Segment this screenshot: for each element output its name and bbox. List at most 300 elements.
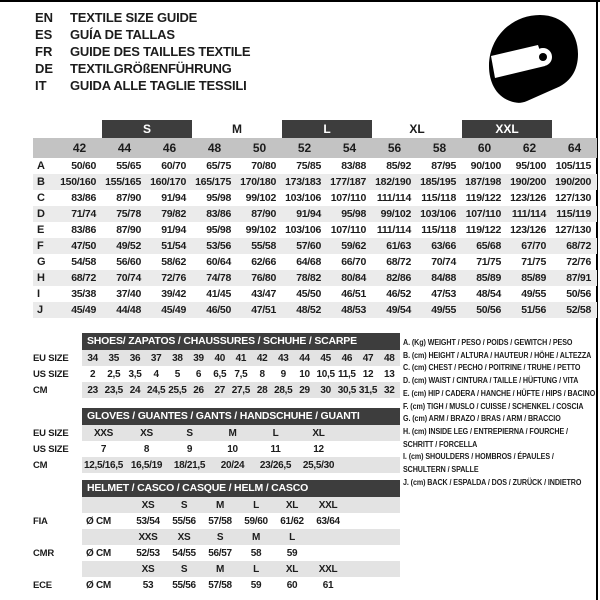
measurement-value: 83/86 [192, 206, 237, 222]
measurement-value: 70/74 [431, 256, 456, 268]
numeric-size-label: 54 [327, 138, 372, 158]
measurement-value: 103/106 [285, 224, 321, 236]
cell-value: 55/56 [172, 515, 196, 527]
measurement-row-label: C [37, 192, 45, 204]
language-row [35, 77, 250, 94]
row-label: ECE [33, 579, 52, 591]
measurement-value: 60/64 [206, 256, 231, 268]
racing-helmet-icon [482, 6, 582, 106]
measurement-row-label: A [37, 160, 45, 172]
table-row [33, 457, 400, 473]
row-cells [82, 545, 400, 561]
spacer-cell [33, 120, 57, 138]
cell-value: XL [312, 427, 325, 439]
measurement-value: 50/60 [71, 160, 96, 172]
cell-value: 32 [383, 384, 395, 396]
legend-item: E. (cm) HIP / CADERA / HANCHE / HÜFTE / HIPS / BACINO [403, 387, 596, 398]
cell-value: 24,5 [147, 384, 166, 396]
cell-value: 2 [89, 368, 96, 380]
measurement-value: 160/170 [147, 174, 192, 190]
measurement-value: 85/89 [507, 270, 552, 286]
unit-label: Ø CM [86, 547, 111, 559]
language-code: FR [35, 44, 53, 59]
legend-item: A. (Kg) WEIGHT / PESO / POIDS / GEWITCH / PESO [403, 337, 573, 347]
measurement-value: 87/90 [237, 206, 282, 222]
cell-value: 42 [256, 352, 268, 364]
numeric-size-label: 44 [102, 138, 147, 158]
numeric-size-label: 64 [552, 138, 597, 158]
measurement-value: 48/54 [476, 288, 501, 300]
measurement-value: 47/51 [237, 302, 282, 318]
spacer-cell [33, 138, 57, 158]
measurement-value: 71/75 [476, 256, 501, 268]
language-code: EN [35, 10, 54, 25]
measurement-value: 50/56 [566, 288, 591, 300]
cell-value: 2,5 [107, 368, 121, 380]
unit-label: Ø CM [86, 515, 111, 527]
gloves-title-bar: GLOVES / GUANTES / GANTS / HANDSCHUHE / GUANTI [82, 408, 400, 425]
cell-value: 53/54 [136, 515, 160, 527]
cell-value: 60 [286, 579, 298, 591]
legend-item: F. (cm) TIGH / MUSLO / CUISSE / SCHENKEL / COSCIA [403, 400, 584, 411]
measurement-value: 66/70 [341, 256, 366, 268]
cell-value: 31,5 [358, 384, 378, 396]
measurement-value: 75/85 [296, 160, 321, 172]
measurement-value: 107/110 [462, 206, 507, 222]
size-group-label: M [232, 122, 242, 136]
measurement-value: 111/114 [376, 192, 411, 204]
measurement-value: 173/183 [282, 174, 327, 190]
measurement-value: 43/47 [251, 288, 276, 300]
language-code: ES [35, 27, 53, 42]
measurement-row [33, 190, 597, 206]
measurement-row-label: D [33, 206, 57, 222]
cell-value: XS [140, 427, 153, 439]
row-cells [82, 457, 400, 473]
measurement-value: 91/94 [161, 192, 186, 204]
cell-value: 10,5 [316, 368, 335, 380]
cell-value: XXS [138, 531, 158, 543]
measurement-value: 80/84 [327, 270, 372, 286]
cell-value: 27,5 [231, 384, 251, 396]
cell-value: 13 [383, 368, 395, 380]
legend-item: H. (cm) INSIDE LEG / ENTREPIERNA / FOURCHE / SCHRITT / FORCELLA [403, 425, 568, 449]
measurement-value: 107/110 [330, 192, 366, 204]
measurement-value: 70/80 [251, 160, 276, 172]
unit-label [82, 561, 130, 577]
measurement-value: 103/106 [285, 192, 321, 204]
language-row [35, 43, 250, 60]
cell-value: 6 [195, 368, 202, 380]
measurement-row-label: E [37, 224, 45, 236]
cell-value: 9 [186, 443, 193, 455]
cell-value: 20/24 [220, 459, 245, 471]
measurement-value: 87/90 [116, 224, 141, 236]
language-code: IT [35, 78, 47, 93]
measurement-value: 57/60 [282, 238, 327, 254]
gloves-section [33, 408, 400, 473]
language-title: TEXTILGRÖßENFÜHRUNG [70, 61, 232, 76]
measurement-value: 72/76 [147, 270, 192, 286]
cell-value: 24 [129, 384, 141, 396]
measurement-value: 123/126 [510, 192, 546, 204]
measurement-value: 190/200 [552, 174, 597, 190]
cell-value: 54/55 [172, 547, 196, 559]
measurement-value: 85/89 [462, 270, 507, 286]
cell-value: 25,5/30 [302, 459, 335, 471]
numeric-size-label: 62 [507, 138, 552, 158]
legend-item: I. (cm) SHOULDERS / HOMBROS / ÉPAULES / SCHULTERN / SPALLE [403, 451, 554, 475]
cell-value: 44 [299, 352, 310, 364]
cell-value: XXL [318, 499, 338, 511]
measurement-value: 35/38 [71, 288, 96, 300]
cell-value: 23 [87, 384, 98, 396]
cell-value: 56/57 [208, 547, 232, 559]
cell-value: 23/26,5 [259, 459, 292, 471]
measurement-value: 65/75 [206, 160, 231, 172]
cell-value: 12 [362, 368, 374, 380]
cell-value: 52/53 [136, 547, 160, 559]
measurement-row-label: J [33, 302, 57, 318]
language-row [35, 9, 250, 26]
measurement-value: 48/52 [282, 302, 327, 318]
table-row [33, 350, 400, 366]
measurement-row-label: I [37, 288, 41, 300]
measurement-value: 46/50 [192, 302, 237, 318]
cell-value: 23,5 [104, 384, 123, 396]
textile-size-table [33, 120, 597, 318]
measurement-row-label: B [33, 174, 57, 190]
cell-value: 37 [150, 352, 162, 364]
cell-value: 11,5 [337, 368, 356, 380]
measurement-value: 87/90 [116, 192, 141, 204]
measurement-value: 48/53 [327, 302, 372, 318]
cell-value: M [215, 563, 225, 575]
numeric-size-label: 56 [372, 138, 417, 158]
cell-value: 47 [362, 352, 374, 364]
measurement-legend [403, 336, 596, 488]
cell-value: L [253, 499, 259, 511]
table-row [33, 497, 400, 513]
measurement-value: 90/100 [470, 160, 501, 172]
row-cells [82, 382, 400, 398]
measurement-value: 55/65 [116, 160, 141, 172]
cell-value: XS [141, 499, 155, 511]
cell-value: 30 [320, 384, 331, 396]
row-cells [82, 441, 400, 457]
measurement-value: 68/72 [552, 238, 597, 254]
measurement-value: 45/50 [296, 288, 321, 300]
row-cells [82, 529, 400, 545]
row-cells [82, 497, 400, 513]
measurement-value: 115/118 [421, 224, 456, 236]
cell-value: 7,5 [234, 368, 248, 380]
measurement-value: 84/88 [417, 270, 462, 286]
measurement-value: 45/49 [147, 302, 192, 318]
cell-value: 34 [87, 352, 98, 364]
measurement-row-label: G [37, 256, 46, 268]
measurement-value: 49/54 [372, 302, 417, 318]
measurement-value: 87/95 [431, 160, 456, 172]
shoes-title-bar: SHOES/ ZAPATOS / CHAUSSURES / SCHUHE / SCARPE [82, 333, 400, 350]
measurement-value: 91/94 [161, 224, 186, 236]
cell-value: XS [177, 531, 191, 543]
language-title: GUIDA ALLE TAGLIE TESSILI [70, 78, 247, 93]
cell-value: 61/62 [280, 515, 304, 527]
row-label: EU SIZE [33, 427, 69, 439]
measurement-value: 75/78 [102, 206, 147, 222]
cell-value: 59 [250, 579, 262, 591]
table-row [33, 425, 400, 441]
table-row [33, 441, 400, 457]
cell-value: 36 [129, 352, 141, 364]
measurement-value: 47/53 [431, 288, 456, 300]
cell-value: XS [141, 563, 155, 575]
cell-value: 38 [172, 352, 183, 364]
measurement-value: 119/122 [465, 224, 501, 236]
table-row [33, 529, 400, 545]
numeric-size-label: 42 [57, 138, 102, 158]
measurement-value: 50/56 [462, 302, 507, 318]
measurement-value: 71/75 [521, 256, 546, 268]
cell-value: 7 [100, 443, 107, 455]
measurement-row [33, 174, 597, 190]
measurement-value: 63/66 [417, 238, 462, 254]
row-cells [82, 425, 400, 441]
cell-value: 58 [250, 547, 262, 559]
language-title: GUIDE DES TAILLES TEXTILE [70, 44, 251, 59]
measurement-value: 52/58 [552, 302, 597, 318]
row-cells [82, 513, 400, 529]
cell-value: M [215, 499, 225, 511]
measurement-value: 76/80 [237, 270, 282, 286]
cell-value: 8 [259, 368, 265, 380]
cell-value: XL [285, 499, 299, 511]
measurement-row [33, 270, 597, 286]
measurement-value: 67/70 [507, 238, 552, 254]
table-row [33, 513, 400, 529]
helmet-section [33, 480, 400, 593]
language-code: DE [35, 61, 54, 76]
row-cells [82, 366, 400, 382]
top-border-line [0, 0, 600, 2]
row-cells [82, 350, 400, 366]
measurement-value: 39/42 [161, 288, 186, 300]
measurement-value: 99/102 [372, 206, 417, 222]
row-cells [82, 561, 400, 577]
measurement-value: 74/78 [192, 270, 237, 286]
measurement-value: 55/58 [237, 238, 282, 254]
measurement-value: 107/110 [330, 224, 366, 236]
measurement-row [33, 254, 597, 270]
language-row [35, 26, 250, 43]
measurement-value: 185/195 [417, 174, 462, 190]
row-label: CMR [33, 547, 55, 559]
measurement-value: 95/98 [206, 224, 231, 236]
cell-value: 4 [153, 368, 159, 380]
measurement-value: 68/72 [57, 270, 102, 286]
measurement-value: 49/55 [417, 302, 462, 318]
cell-value: 45 [320, 352, 331, 364]
cell-value: 3,5 [128, 368, 142, 380]
legend-item: G. (cm) ARM / BRAZO / BRAS / ARM / BRACCIO [403, 413, 561, 424]
measurement-value: 119/122 [465, 192, 501, 204]
numeric-size-label: 58 [417, 138, 462, 158]
shoes-section [33, 333, 400, 398]
measurement-row [33, 238, 597, 254]
cell-value: 6,5 [213, 368, 227, 380]
measurement-value: 115/118 [421, 192, 456, 204]
measurement-value: 155/165 [102, 174, 147, 190]
language-row [35, 60, 250, 77]
cell-value: 46 [341, 352, 353, 364]
measurement-value: 56/60 [116, 256, 141, 268]
table-row [33, 382, 400, 398]
cell-value: 53 [142, 579, 154, 591]
measurement-value: 170/180 [237, 174, 282, 190]
row-label: US SIZE [33, 443, 69, 455]
row-label: EU SIZE [33, 352, 69, 364]
numeric-size-label: 52 [282, 138, 327, 158]
measurement-value: 46/51 [341, 288, 366, 300]
cell-value: 39 [193, 352, 204, 364]
measurement-value: 187/198 [462, 174, 507, 190]
language-title: GUÍA DE TALLAS [70, 27, 175, 42]
cell-value: 40 [214, 352, 225, 364]
size-group-label: L [282, 120, 372, 138]
row-label: US SIZE [33, 368, 69, 380]
measurement-value: 99/102 [245, 224, 276, 236]
spacer-cell [57, 120, 102, 138]
cell-value: 30,5 [337, 384, 356, 396]
helmet-title-bar: HELMET / CASCO / CASQUE / HELM / CASCO [82, 480, 400, 497]
spacer-cell [552, 120, 597, 138]
measurement-value: 37/40 [116, 288, 141, 300]
cell-value: 10 [299, 368, 310, 380]
measurement-value: 87/91 [552, 270, 597, 286]
measurement-row [33, 222, 597, 238]
measurement-value: 51/54 [147, 238, 192, 254]
numeric-size-label: 48 [192, 138, 237, 158]
measurement-value: 53/56 [192, 238, 237, 254]
row-label [33, 529, 82, 545]
cell-value: 63/64 [316, 515, 340, 527]
cell-value: 57/58 [208, 579, 232, 591]
cell-value: 28,5 [274, 384, 293, 396]
measurement-value: 65/68 [462, 238, 507, 254]
legend-item: B. (cm) HEIGHT / ALTURA / HAUTEUR / HÖHE / ALTEZZA [403, 349, 592, 360]
measurement-row [33, 206, 597, 222]
measurement-value: 127/130 [555, 224, 591, 236]
table-row [33, 577, 400, 593]
cell-value: L [272, 427, 279, 439]
cell-value: 43 [278, 352, 289, 364]
measurement-value: 127/130 [555, 192, 591, 204]
measurement-value: 190/200 [507, 174, 552, 190]
cell-value: XL [285, 563, 299, 575]
cell-value: 48 [383, 352, 395, 364]
table-row [33, 545, 400, 561]
numeric-size-label: 46 [147, 138, 192, 158]
row-label: CM [33, 384, 48, 396]
shoes-rows [33, 350, 400, 398]
cell-value: 9 [280, 368, 286, 380]
row-label: CM [33, 459, 48, 471]
measurement-value: 79/82 [147, 206, 192, 222]
measurement-value: 103/106 [417, 206, 462, 222]
cell-value: 10 [227, 443, 238, 455]
language-title: TEXTILE SIZE GUIDE [70, 10, 198, 25]
legend-item: J. (cm) BACK / ESPALDA / DOS / ZURÜCK / INDIETRO [403, 476, 582, 487]
table-row [33, 366, 400, 382]
measurement-value: 115/119 [552, 206, 597, 222]
measurement-value: 91/94 [282, 206, 327, 222]
measurement-value: 85/92 [386, 160, 411, 172]
measurement-value: 61/63 [372, 238, 417, 254]
cell-value: 41 [235, 352, 247, 364]
row-label: FIA [33, 515, 48, 527]
measurement-value: 70/74 [102, 270, 147, 286]
measurement-value: 72/76 [566, 256, 591, 268]
size-group-label: XXL [462, 120, 552, 138]
cell-value: 59 [286, 547, 298, 559]
legend-item: D. (cm) WAIST / CINTURA / TAILLE / HÜFTUNG / VITA [403, 375, 579, 386]
size-group-label: XL [409, 122, 425, 136]
cell-value: M [228, 427, 237, 439]
cell-value: XXS [93, 427, 114, 439]
cell-value: 29 [299, 384, 310, 396]
measurement-value: 41/45 [206, 288, 231, 300]
measurement-value: 49/55 [521, 288, 546, 300]
cell-value: M [251, 531, 261, 543]
measurement-value: 83/88 [341, 160, 366, 172]
cell-value: 61 [322, 579, 334, 591]
row-cells [82, 577, 400, 593]
cell-value: 12,5/16,5 [83, 459, 123, 471]
measurement-value: 51/56 [507, 302, 552, 318]
measurement-value: 99/102 [245, 192, 276, 204]
measurement-row [33, 286, 597, 302]
measurement-value: 150/160 [57, 174, 102, 190]
row-label [33, 561, 82, 577]
legend-item: C. (cm) CHEST / PECHO / POITRINE / TRUHE / PETTO [403, 362, 581, 373]
helmet-rows [33, 497, 400, 593]
measurement-value: 68/72 [386, 256, 411, 268]
measurement-row-label: F [33, 238, 57, 254]
cell-value: 18/21,5 [173, 459, 206, 471]
language-title-list [35, 9, 250, 94]
cell-value: XXL [318, 563, 338, 575]
measurement-value: 95/98 [327, 206, 372, 222]
cell-value: 12 [313, 443, 324, 455]
measurement-value: 60/70 [161, 160, 186, 172]
row-label [33, 497, 82, 513]
unit-label [82, 497, 130, 513]
cell-value: S [180, 499, 188, 511]
measurement-value: 46/52 [386, 288, 411, 300]
measurement-value: 177/187 [327, 174, 372, 190]
cell-value: 26 [193, 384, 204, 396]
gloves-rows [33, 425, 400, 473]
measurement-value: 58/62 [161, 256, 186, 268]
cell-value: S [180, 563, 188, 575]
measurement-value: 165/175 [192, 174, 237, 190]
measurement-value: 49/52 [102, 238, 147, 254]
measurement-value: 182/190 [372, 174, 417, 190]
numeric-size-label: 60 [462, 138, 507, 158]
size-group-label: S [102, 120, 192, 138]
measurement-value: 83/86 [71, 192, 96, 204]
